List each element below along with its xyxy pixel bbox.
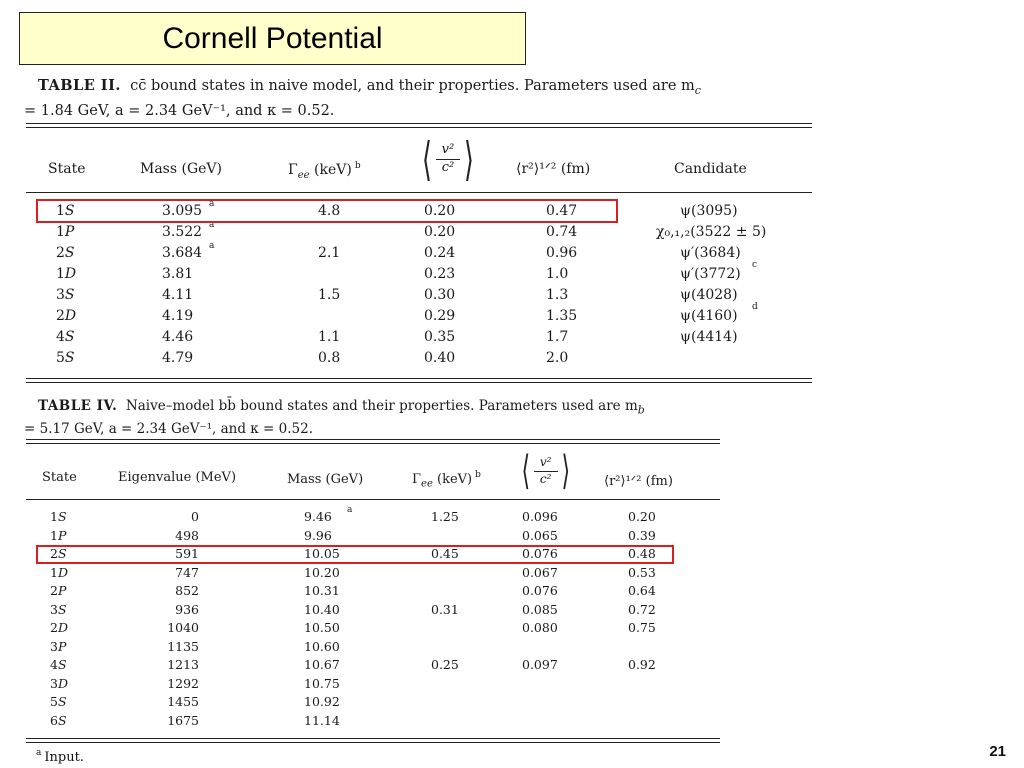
table2-highlight-1s bbox=[36, 199, 618, 223]
table2-cell-radius: 1.3 bbox=[546, 287, 569, 303]
table2-cell-v2: 0.23 bbox=[424, 266, 456, 282]
table4-cell-mass: 10.40 bbox=[304, 602, 340, 617]
table4-cell-eigen: 1040 bbox=[167, 620, 199, 635]
table2-cell-candidate: χ₀,₁,₂(3522 ± 5) bbox=[656, 224, 767, 240]
table4-header-gamma: $\Gamma_{ee}$ (keV) $^b$ bbox=[412, 470, 481, 490]
table4-cell-state: 2P bbox=[50, 583, 67, 598]
table4-header-radius: ⟨r²⟩¹ᐟ² (fm) bbox=[604, 474, 673, 489]
table4-cell-mass: 11.14 bbox=[304, 713, 340, 728]
table2-cell-candidate: ψ(3095) bbox=[680, 203, 738, 219]
footnote-text: Input. bbox=[44, 750, 84, 765]
table4-cell-v2: 0.076 bbox=[522, 583, 558, 598]
table4-cell-gamma: 0.45 bbox=[431, 546, 459, 561]
table2-header-mass: Mass (GeV) bbox=[140, 161, 223, 177]
table4-header-mass: Mass (GeV) bbox=[287, 472, 364, 487]
table4-cell-mass: 9.46 bbox=[304, 509, 332, 524]
table2-cell-radius: 2.0 bbox=[546, 350, 569, 366]
table4-top-rule bbox=[26, 439, 720, 440]
table4-cell-eigen: 1292 bbox=[167, 676, 199, 691]
table4-cell-state: 2S bbox=[50, 546, 67, 561]
table4-cell-mass: 10.67 bbox=[304, 657, 340, 672]
table2-header-gamma: $\Gamma_{ee}$ (keV) $^b$ bbox=[288, 161, 361, 181]
table2-cell-state: 3S bbox=[56, 287, 75, 303]
table2-cell-gamma: 1.1 bbox=[318, 329, 341, 345]
table2-cell-candidate-note: c bbox=[752, 260, 758, 270]
table2-cell-mass-note: a bbox=[209, 199, 215, 209]
table4-caption-line2: = 5.17 GeV, a = 2.34 GeV⁻¹, and κ = 0.52. bbox=[24, 420, 313, 437]
footnote bbox=[36, 748, 84, 765]
table4-cell-mass: 10.75 bbox=[304, 676, 340, 691]
table4-cell-radius: 0.92 bbox=[628, 657, 656, 672]
table2-cell-gamma: 0.8 bbox=[318, 350, 341, 366]
table2-label: TABLE II. bbox=[38, 77, 121, 94]
table2-cell-mass: 3.522 bbox=[162, 224, 203, 240]
slide-title-box bbox=[19, 12, 526, 65]
table4-caption-sub: b bbox=[637, 403, 645, 417]
table4-top-rule-2 bbox=[26, 443, 720, 444]
table4-cell-state: 1P bbox=[50, 528, 67, 543]
table4-cell-gamma: 0.25 bbox=[431, 657, 459, 672]
table4-cell-mass: 10.05 bbox=[304, 546, 340, 561]
table4-cell-mass: 10.60 bbox=[304, 639, 340, 654]
table4-cell-state: 6S bbox=[50, 713, 67, 728]
table2-cell-v2: 0.35 bbox=[424, 329, 456, 345]
table4-cell-mass: 10.50 bbox=[304, 620, 340, 635]
table4-cell-state: 2D bbox=[50, 620, 68, 635]
table2-cell-gamma: 1.5 bbox=[318, 287, 341, 303]
table4-cell-radius: 0.72 bbox=[628, 602, 656, 617]
table2-cell-v2: 0.29 bbox=[424, 308, 456, 324]
table4-caption bbox=[24, 397, 814, 438]
table4-cell-eigen: 0 bbox=[191, 509, 199, 524]
table4-cell-eigen: 1135 bbox=[167, 639, 199, 654]
table2-cell-state: 2S bbox=[56, 245, 75, 261]
table2-caption-text: cc̄ bound states in naive model, and their properties. Parameters used are m bbox=[130, 78, 695, 94]
table4-cell-mass: 10.92 bbox=[304, 694, 340, 709]
table2-cell-mass: 4.19 bbox=[162, 308, 194, 324]
table4-cell-mass: 9.96 bbox=[304, 528, 332, 543]
table2-bottom-rule-2 bbox=[26, 382, 812, 383]
table2-cell-v2: 0.30 bbox=[424, 287, 456, 303]
table2-cell-mass: 3.684 bbox=[162, 245, 203, 261]
table4-bottom-rule-2 bbox=[26, 742, 720, 743]
table2-cell-state: 2D bbox=[56, 308, 77, 324]
table4-bottom-rule bbox=[26, 738, 720, 739]
table4-cell-v2: 0.096 bbox=[522, 509, 558, 524]
table2-header-candidate: Candidate bbox=[674, 161, 747, 177]
table2-cell-mass: 3.095 bbox=[162, 203, 203, 219]
table2-header-radius: ⟨r²⟩¹ᐟ² (fm) bbox=[516, 161, 591, 177]
table4-header-rule bbox=[26, 499, 720, 500]
table2-cell-radius: 0.96 bbox=[546, 245, 578, 261]
table2-cell-v2: 0.24 bbox=[424, 245, 456, 261]
table4-cell-radius: 0.53 bbox=[628, 565, 656, 580]
table2-cell-candidate: ψ′(3684) bbox=[680, 245, 741, 261]
table4-highlight-2s bbox=[36, 545, 674, 564]
table2-cell-candidate: ψ′(3772) bbox=[680, 266, 741, 282]
table2-cell-radius: 1.7 bbox=[546, 329, 569, 345]
table4-cell-v2: 0.085 bbox=[522, 602, 558, 617]
table2-top-rule bbox=[26, 123, 812, 124]
table4-cell-eigen: 1455 bbox=[167, 694, 199, 709]
table4-cell-eigen: 852 bbox=[175, 583, 199, 598]
table2-caption-line2: = 1.84 GeV, a = 2.34 GeV⁻¹, and κ = 0.52. bbox=[24, 102, 335, 119]
table2-top-rule-2 bbox=[26, 127, 812, 128]
table4-cell-state: 1D bbox=[50, 565, 68, 580]
table2-cell-gamma: 2.1 bbox=[318, 245, 341, 261]
table4-cell-state: 4S bbox=[50, 657, 67, 672]
table4-cell-eigen: 1213 bbox=[167, 657, 199, 672]
table4-cell-eigen: 1675 bbox=[167, 713, 199, 728]
table2-cell-candidate: ψ(4160) bbox=[680, 308, 738, 324]
table2-cell-v2: 0.20 bbox=[424, 203, 456, 219]
table2-cell-state: 1D bbox=[56, 266, 77, 282]
table2-cell-mass-note: a bbox=[209, 241, 215, 251]
table4-cell-mass: 10.31 bbox=[304, 583, 340, 598]
table4-cell-state: 1S bbox=[50, 509, 67, 524]
table4-cell-v2: 0.080 bbox=[522, 620, 558, 635]
table4-cell-eigen: 936 bbox=[175, 602, 199, 617]
table2-cell-mass: 3.81 bbox=[162, 266, 194, 282]
table2-cell-v2: 0.20 bbox=[424, 224, 456, 240]
table4-cell-radius: 0.20 bbox=[628, 509, 656, 524]
table4-cell-state: 5S bbox=[50, 694, 67, 709]
footnote-mark: a bbox=[36, 748, 42, 758]
table4-cell-radius: 0.39 bbox=[628, 528, 656, 543]
table4-header-eigen: Eigenvalue (MeV) bbox=[118, 470, 237, 485]
table2-header-rule bbox=[26, 192, 812, 193]
page-number: 21 bbox=[989, 743, 1006, 760]
table4-cell-mass-note: a bbox=[347, 505, 353, 515]
table4-cell-radius: 0.48 bbox=[628, 546, 656, 561]
table4-cell-v2: 0.097 bbox=[522, 657, 558, 672]
table4-cell-eigen: 498 bbox=[175, 528, 199, 543]
table2-cell-mass: 4.11 bbox=[162, 287, 194, 303]
table4-header-v2: ⟨ $\frac{\text{v²}}{\text{c²}}$ ⟩ bbox=[521, 448, 570, 494]
table2-cell-v2: 0.40 bbox=[424, 350, 456, 366]
table4-cell-v2: 0.065 bbox=[522, 528, 558, 543]
table4-cell-gamma: 0.31 bbox=[431, 602, 459, 617]
table4-cell-eigen: 747 bbox=[175, 565, 199, 580]
table4-cell-v2: 0.067 bbox=[522, 565, 558, 580]
table2-cell-radius: 0.74 bbox=[546, 224, 578, 240]
table2-cell-radius: 1.0 bbox=[546, 266, 569, 282]
table2-cell-state: 5S bbox=[56, 350, 75, 366]
table2-caption bbox=[24, 76, 814, 121]
table4-cell-state: 3P bbox=[50, 639, 67, 654]
table2-cell-mass-note: a bbox=[209, 220, 215, 230]
table2-cell-gamma: 4.8 bbox=[318, 203, 341, 219]
table4-cell-mass: 10.20 bbox=[304, 565, 340, 580]
table2-cell-mass: 4.46 bbox=[162, 329, 194, 345]
table2-cell-radius: 0.47 bbox=[546, 203, 578, 219]
table2-cell-state: 4S bbox=[56, 329, 75, 345]
table4-cell-state: 3D bbox=[50, 676, 68, 691]
table2-cell-candidate-note: d bbox=[752, 302, 758, 312]
table2-cell-mass: 4.79 bbox=[162, 350, 194, 366]
table2-header-v2: ⟨ $\frac{\text{v²}}{\text{c²}}$ ⟩ bbox=[422, 132, 474, 186]
table4-cell-radius: 0.75 bbox=[628, 620, 656, 635]
slide-title: Cornell Potential bbox=[162, 21, 383, 55]
table2-bottom-rule bbox=[26, 378, 812, 379]
table4-cell-radius: 0.64 bbox=[628, 583, 656, 598]
table4-cell-eigen: 591 bbox=[175, 546, 199, 561]
table4-cell-state: 3S bbox=[50, 602, 67, 617]
table4-cell-gamma: 1.25 bbox=[431, 509, 459, 524]
table4-cell-v2: 0.076 bbox=[522, 546, 558, 561]
table4-caption-text: Naive–model bb̄ bound states and their properties. Parameters used are m bbox=[125, 398, 638, 414]
table2-cell-candidate: ψ(4414) bbox=[680, 329, 738, 345]
table2-cell-state: 1S bbox=[56, 203, 75, 219]
table2-caption-sub: c bbox=[694, 83, 701, 97]
table4-header-state: State bbox=[42, 470, 77, 485]
table2-cell-candidate: ψ(4028) bbox=[680, 287, 738, 303]
table2-cell-radius: 1.35 bbox=[546, 308, 578, 324]
table4-label: TABLE IV. bbox=[38, 398, 118, 414]
table2-cell-state: 1P bbox=[56, 224, 75, 240]
table2-header-state: State bbox=[48, 161, 86, 177]
